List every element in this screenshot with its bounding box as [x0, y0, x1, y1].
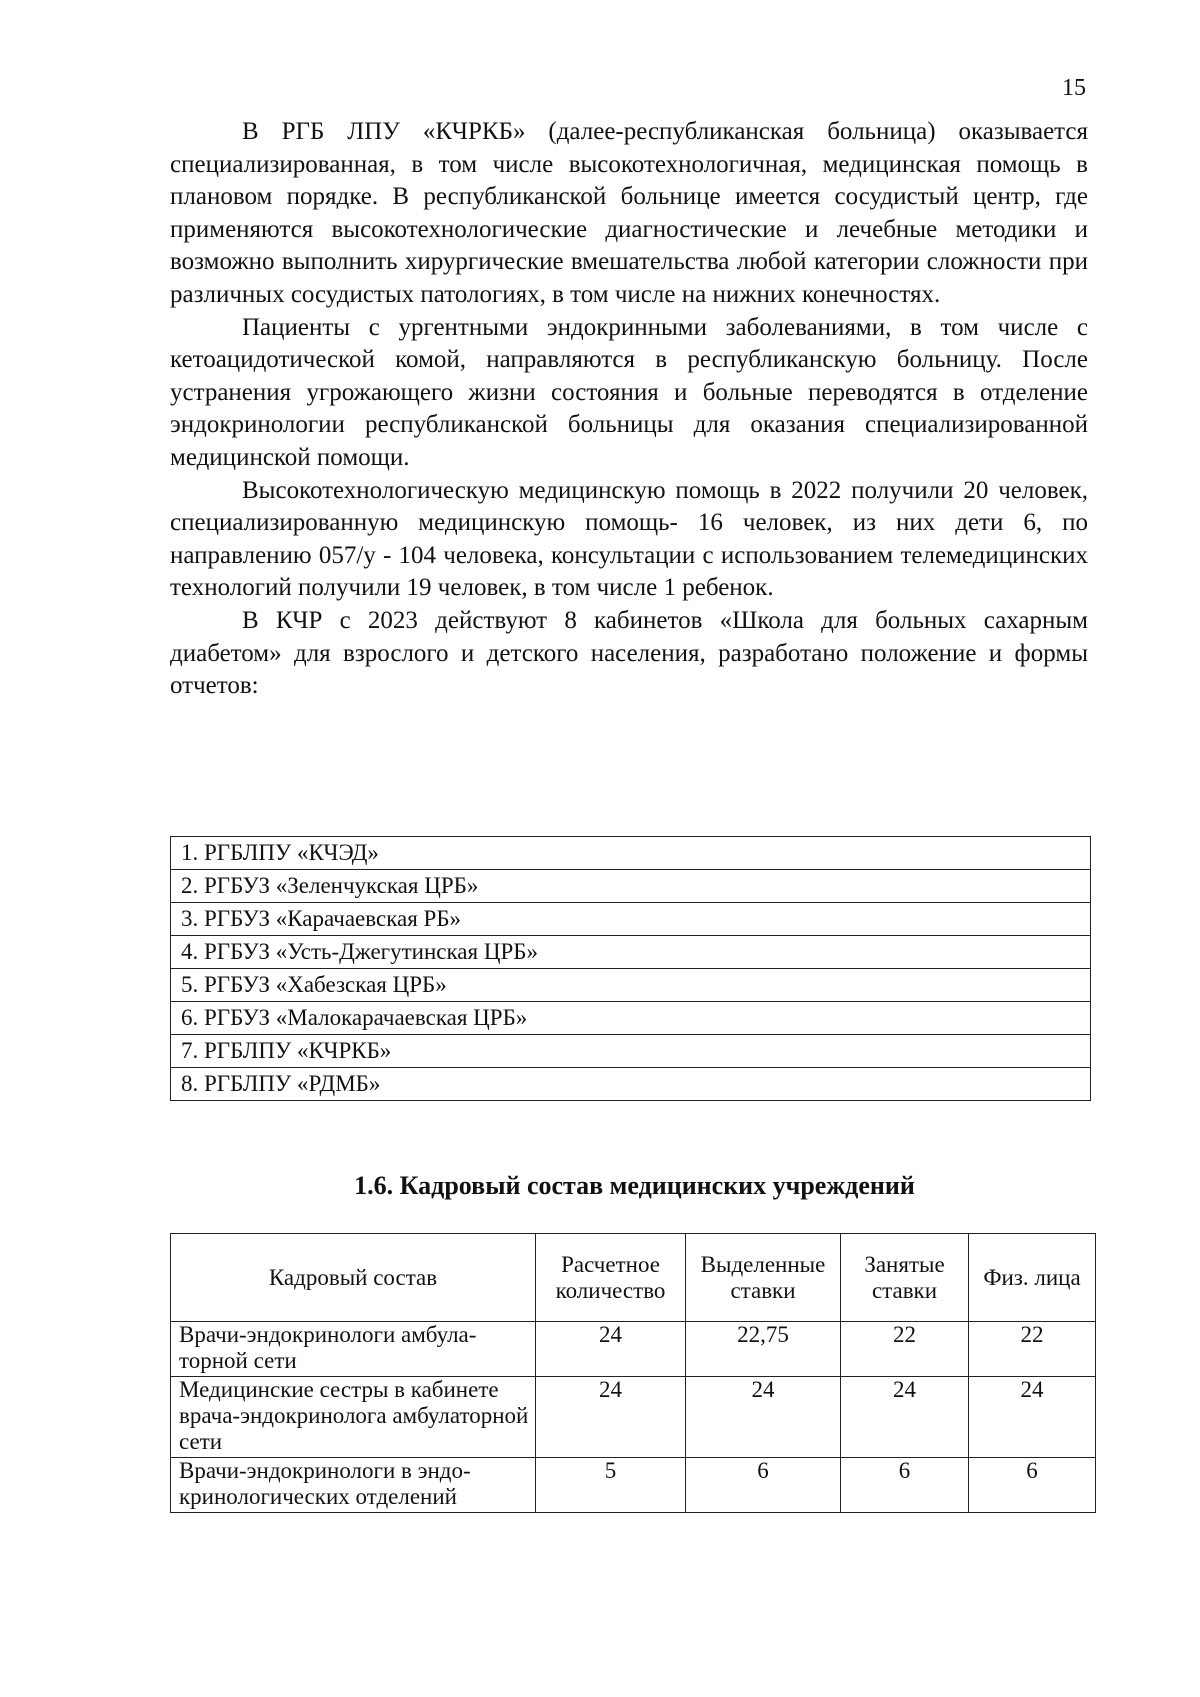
header-estimated-count: Расчетное количество — [536, 1234, 686, 1322]
table-row — [171, 903, 1091, 936]
table-row — [171, 1322, 1096, 1377]
header-allocated-rates: Выделенные ставки — [686, 1234, 841, 1322]
table-row — [171, 1068, 1091, 1101]
staff-category-cell: Медицинские сестры в кабинете врача-эндокринолога амбулаторной сети — [171, 1377, 536, 1458]
value-cell: 24 — [969, 1377, 1096, 1458]
section-title: 1.6. Кадровый состав медицинских учреждений — [354, 1171, 915, 1200]
value-cell: 6 — [686, 1458, 841, 1513]
value-cell: 22 — [841, 1322, 969, 1377]
school-cell: 1. РГБЛПУ «КЧЭД» — [171, 837, 1091, 870]
table-header-row — [171, 1234, 1096, 1322]
value-cell: 6 — [969, 1458, 1096, 1513]
value-cell: 24 — [536, 1377, 686, 1458]
paragraph-urgent-patients: Пациенты с ургентными эндокринными заболеваниями, в том числе с кетоацидотической комой, направляются в республиканскую больницу. После устранения угрожающего жизни состояния и больные переводятся в отделение эндокринологии республиканской больницы для оказания специализированной медицинской помощи. — [170, 313, 1088, 471]
header-individuals: Физ. лица — [969, 1234, 1096, 1322]
value-cell: 5 — [536, 1458, 686, 1513]
table-row — [171, 936, 1091, 969]
header-occupied-rates: Занятые ставки — [841, 1234, 969, 1322]
value-cell: 24 — [841, 1377, 969, 1458]
school-cell: 7. РГБЛПУ «КЧРКБ» — [171, 1035, 1091, 1068]
value-cell: 6 — [841, 1458, 969, 1513]
school-cell: 6. РГБУЗ «Малокарачаевская ЦРБ» — [171, 1002, 1091, 1035]
table-row — [171, 1377, 1096, 1458]
staff-table — [170, 1233, 1096, 1513]
page-number: 15 — [1062, 75, 1086, 101]
paragraph-high-tech-care: Высокотехнологическую медицинскую помощь в 2022 получили 20 человек, специализированную медицинскую помощь- 16 человек, из них дети 6, по направлению 057/у - 104 человека, консультации с использованием телемедицинских технологий получили 19 человек, в том числе 1 ребенок. — [170, 476, 1088, 602]
school-cell: 4. РГБУЗ «Усть-Джегутинская ЦРБ» — [171, 936, 1091, 969]
body-text — [170, 116, 1088, 703]
school-cell: 8. РГБЛПУ «РДМБ» — [171, 1068, 1091, 1101]
value-cell: 22 — [969, 1322, 1096, 1377]
table-row — [171, 969, 1091, 1002]
staff-category-cell: Врачи-эндокринологи в эндокринологических отделений — [171, 1458, 536, 1513]
table-row — [171, 837, 1091, 870]
staff-category-cell: Врачи-эндокринологи амбулаторной сети — [171, 1322, 536, 1377]
table-row — [171, 1035, 1091, 1068]
school-cell: 2. РГБУЗ «Зеленчукская ЦРБ» — [171, 870, 1091, 903]
paragraph-diabetes-schools: В КЧР с 2023 действуют 8 кабинетов «Школа для больных сахарным диабетом» для взрослого и детского населения, разработано положение и формы отчетов: — [170, 606, 1088, 700]
school-cell: 3. РГБУЗ «Карачаевская РБ» — [171, 903, 1091, 936]
value-cell: 22,75 — [686, 1322, 841, 1377]
diabetes-schools-table — [170, 836, 1091, 1101]
header-staff: Кадровый состав — [171, 1234, 536, 1322]
value-cell: 24 — [536, 1322, 686, 1377]
value-cell: 24 — [686, 1377, 841, 1458]
table-row — [171, 870, 1091, 903]
table-row — [171, 1002, 1091, 1035]
table-row — [171, 1458, 1096, 1513]
paragraph-republican-hospital: В РГБ ЛПУ «КЧРКБ» (далее-республиканская больница) оказывается специализированная, в том числе высокотехнологичная, медицинская помощь в плановом порядке. В республиканской больнице имеется сосудистый центр, где применяются высокотехнологические диагностические и лечебные методики и возможно выполнить хирургические вмешательства любой категории сложности при различных сосудистых патологиях, в том числе на нижних конечностях. — [170, 118, 1088, 308]
school-cell: 5. РГБУЗ «Хабезская ЦРБ» — [171, 969, 1091, 1002]
